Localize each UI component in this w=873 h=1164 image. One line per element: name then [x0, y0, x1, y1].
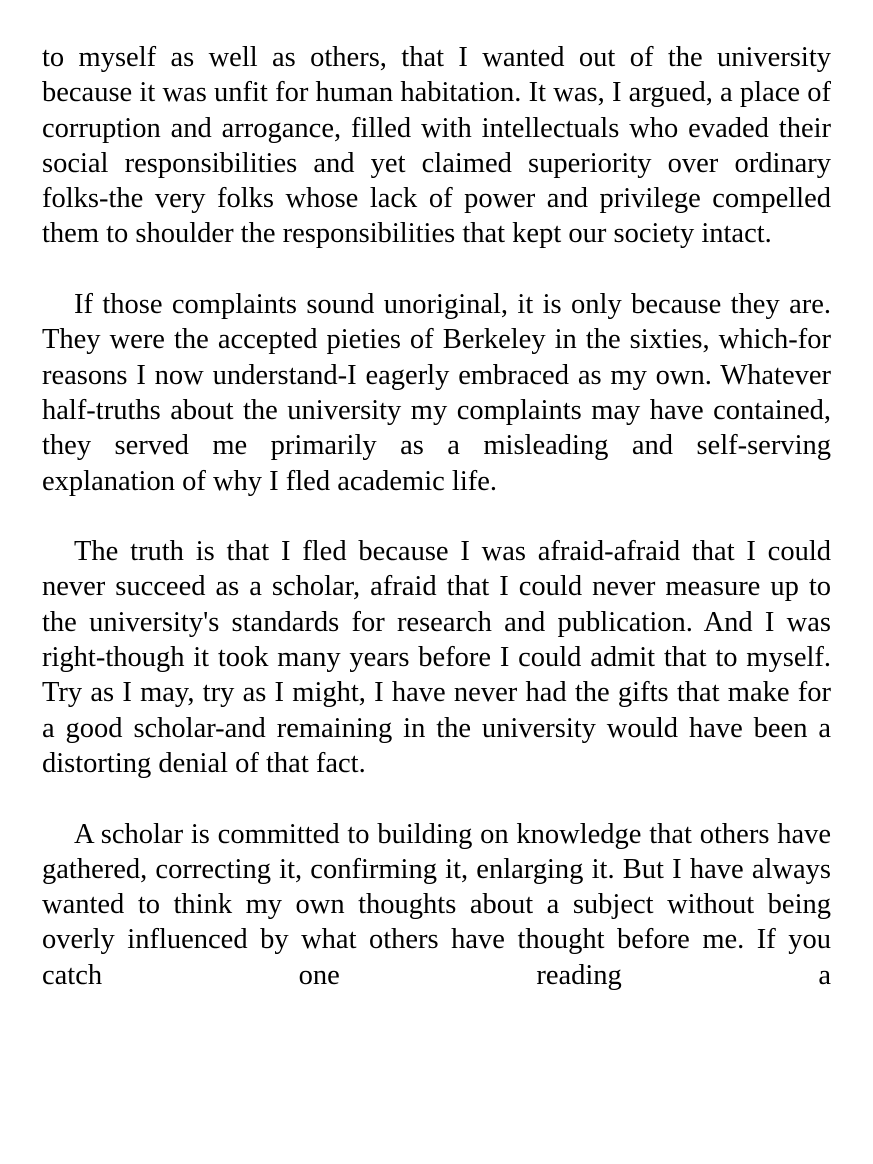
document-page — [42, 40, 831, 993]
paragraph-2: If those complaints sound unoriginal, it is only because they are. They were the accepted pieties of Berkeley in the sixties, which-for reasons I now understand-I eagerly embraced as my own. Whatever half-truths about the university my complaints may have contained, they served me primarily as a misleading and self-serving explanation of why I fled academic life. — [42, 289, 831, 497]
paragraph-1: to myself as well as others, that I wanted out of the university because it was unfit for human habitation. It was, I argued, a place of corruption and arrogance, filled with intellectuals who evaded their social responsibilities and yet claimed superiority over ordinary folks-the very folks whose lack of power and privilege compelled them to shoulder the responsibilities that kept our society intact. — [42, 42, 831, 250]
paragraph-3: The truth is that I fled because I was afraid-afraid that I could never succeed as a scholar, afraid that I could never measure up to the university's standards for research and publication. And I was right-though it took many years before I could admit that to myself. Try as I may, try as I might, I have never had the gifts that make for a good scholar-and remaining in the university would have been a distorting denial of that fact. — [42, 536, 831, 779]
paragraph-4: A scholar is committed to building on knowledge that others have gathered, correcting it, confirming it, enlarging it. But I have always wanted to think my own thoughts about a subject without being overly influenced by what others have thought before me. If you catch one reading a — [42, 818, 831, 991]
